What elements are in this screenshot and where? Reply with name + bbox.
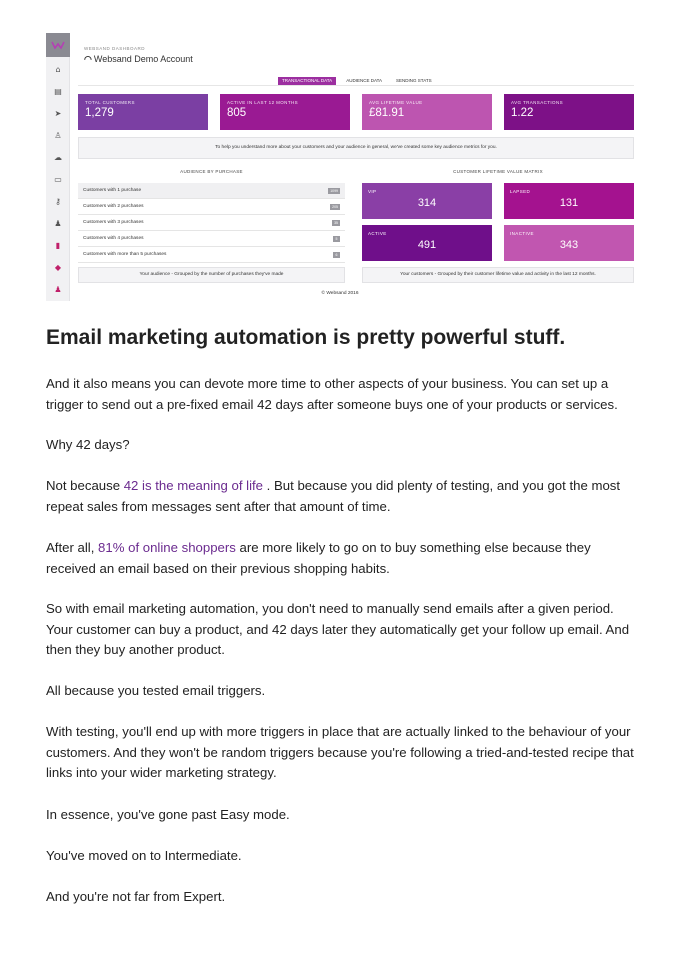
stat-value: 1,279 xyxy=(85,107,114,119)
stat-active-12-months xyxy=(220,94,350,130)
home-icon[interactable]: ⌂ xyxy=(55,64,61,74)
document-icon[interactable]: ▤ xyxy=(54,86,62,96)
dashboard-tabs xyxy=(278,77,436,85)
stat-label: TOTAL CUSTOMERS xyxy=(85,100,135,105)
paragraph-6: All because you tested email triggers. xyxy=(46,683,266,698)
paragraph-1: And it also means you can devote more time to other aspects of your business. You can set up a trigger to send out a pre-fixed email 42 days after someone buys one of your products or services. xyxy=(46,376,618,412)
upload-icon[interactable]: ☁ xyxy=(54,152,62,162)
tile-label: INACTIVE xyxy=(510,231,534,236)
matrix-tile-lapsed xyxy=(504,183,634,219)
list-item xyxy=(78,231,345,247)
list-item xyxy=(78,199,345,215)
list-item-label: Customers with 2 purchases xyxy=(83,204,144,209)
matrix-tile-inactive xyxy=(504,225,634,261)
stat-value: 1.22 xyxy=(511,107,534,119)
meaning-of-life-link[interactable]: 42 is the meaning of life xyxy=(123,478,264,493)
dashboard-sidebar xyxy=(46,33,70,301)
matrix-footer: Your customers - Grouped by their customer lifetime value and activity in the last 12 months. xyxy=(362,267,634,283)
tile-label: VIP xyxy=(368,189,377,194)
tile-label: ACTIVE xyxy=(368,231,387,236)
stat-label: AVG TRANSACTIONS xyxy=(511,100,563,105)
paragraph-2: Why 42 days? xyxy=(46,437,130,452)
paragraph-7: With testing, you'll end up with more triggers in place that are actually linked to the behaviour of your customers. And they won't be random triggers because you're following a tried-and-tested recipe that links into your wider marketing strategy. xyxy=(46,724,634,780)
paragraph-10: And you're not far from Expert. xyxy=(46,889,226,904)
text: Not because xyxy=(46,478,124,493)
list-item xyxy=(78,247,345,263)
info-banner: To help you understand more about your customers and your audience in general, we've created some key audience metrics for you. xyxy=(78,137,634,159)
audience-footer: Your audience - Grouped by the number of purchases they've made xyxy=(78,267,345,283)
online-shoppers-link[interactable]: 81% of online shoppers xyxy=(98,540,236,555)
tab-audience-data[interactable]: AUDIENCE DATA xyxy=(346,78,383,83)
tile-value: 491 xyxy=(417,239,437,251)
text: are more likely to go on to buy something else because they received an email based on their previous shopping habits. xyxy=(46,540,591,576)
article-headline: Email marketing automation is pretty powerful stuff. xyxy=(46,326,566,349)
tab-sending-stats[interactable]: SENDING STATS xyxy=(396,78,432,83)
tile-value: 131 xyxy=(559,197,579,209)
count-badge: 6 xyxy=(333,252,340,258)
divider xyxy=(78,85,634,86)
paragraph-5: So with email marketing automation, you don't need to manually send emails after a given period. Your customer can buy a product, and 42 days later they automatically get your follow up email. And then they buy another product. xyxy=(46,601,630,657)
count-badge: 205 xyxy=(332,204,338,209)
tile-label: LAPSED xyxy=(510,189,531,194)
list-item-label: Customers with more than 5 purchases xyxy=(83,252,167,257)
tab-transactional-data[interactable]: TRANSACTIONAL DATA xyxy=(278,77,336,85)
dashboard-copyright: © Websand 2016 xyxy=(321,291,359,296)
text: After all, xyxy=(46,540,99,555)
stat-avg-lifetime-value xyxy=(362,94,492,130)
websand-mark-icon: ◠ xyxy=(84,54,92,64)
matrix-tile-vip xyxy=(362,183,492,219)
users-icon[interactable]: ♟ xyxy=(54,284,62,294)
dashboard-title xyxy=(84,54,193,65)
user-add-icon[interactable]: ♟ xyxy=(54,218,62,228)
matrix-heading: CUSTOMER LIFETIME VALUE MATRIX xyxy=(453,169,543,174)
tile-value: 343 xyxy=(559,239,579,251)
count-badge: 1099 xyxy=(330,188,338,193)
send-icon[interactable]: ➤ xyxy=(54,108,62,118)
list-item-label: Customers with 1 purchase xyxy=(83,188,142,193)
text: . But because you did plenty of testing, and you got the most repeat sales from messages sent after that amount of time. xyxy=(46,478,621,514)
list-item-label: Customers with 3 purchases xyxy=(83,220,144,225)
stat-value: 805 xyxy=(227,107,247,119)
paragraph-4 xyxy=(46,538,640,579)
paragraph-9: You've moved on to Intermediate. xyxy=(46,848,242,863)
list-item xyxy=(78,183,345,199)
card-icon[interactable]: ▭ xyxy=(54,174,62,184)
stat-label: ACTIVE IN LAST 12 MONTHS xyxy=(227,100,299,105)
tag-icon[interactable]: ◆ xyxy=(54,262,62,272)
paragraph-3 xyxy=(46,476,640,517)
bar-chart-icon[interactable]: ▮ xyxy=(55,240,61,250)
count-badge: 35 xyxy=(334,220,338,225)
websand-logo-icon xyxy=(46,33,70,57)
audience-heading: AUDIENCE BY PURCHASE xyxy=(180,169,243,174)
stat-avg-transactions xyxy=(504,94,634,130)
person-icon[interactable]: ♙ xyxy=(54,130,62,140)
key-icon[interactable]: ⚷ xyxy=(55,196,61,206)
stat-value: £81.91 xyxy=(369,107,405,119)
tile-value: 314 xyxy=(417,197,437,209)
paragraph-8: In essence, you've gone past Easy mode. xyxy=(46,807,290,822)
list-item-label: Customers with 4 purchases xyxy=(83,236,144,241)
audience-list xyxy=(78,183,345,263)
list-item xyxy=(78,215,345,231)
matrix-tile-active xyxy=(362,225,492,261)
stat-total-customers xyxy=(78,94,208,130)
dashboard-subtitle: WEBSAND DASHBOARD xyxy=(84,46,146,51)
dashboard-title-text: Websand Demo Account xyxy=(93,54,193,64)
count-badge: 5 xyxy=(333,236,340,242)
dashboard-screenshot xyxy=(46,33,634,301)
stat-label: AVG LIFETIME VALUE xyxy=(369,100,423,105)
